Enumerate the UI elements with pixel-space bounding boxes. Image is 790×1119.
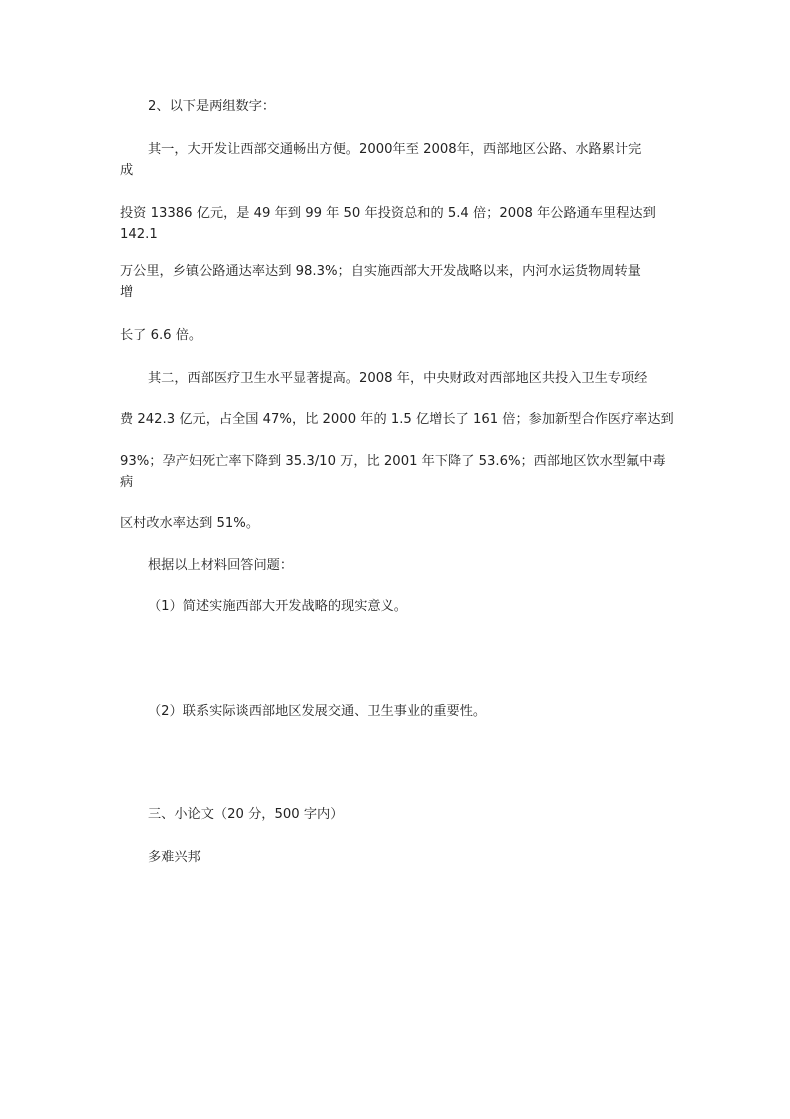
paragraph-line: 投资 13386 亿元，是 49 年到 99 年 50 年投资总和的 5.4 倍；2008 年公路通车里程达到 bbox=[120, 206, 656, 221]
paragraph-line: 增 bbox=[120, 285, 134, 300]
paragraph-line: 142.1 bbox=[120, 227, 158, 242]
paragraph-line: 93%；孕产妇死亡率下降到 35.3/10 万，比 2001 年下降了 53.6%；西部地区饮水型氟中毒 bbox=[120, 454, 666, 469]
sub-question-1: （1）简述实施西部大开发战略的现实意义。 bbox=[148, 599, 407, 614]
paragraph-line: 长了 6.6 倍。 bbox=[120, 328, 203, 343]
paragraph-line: 万公里，乡镇公路通达率达到 98.3%；自实施西部大开发战略以来，内河水运货物周转量 bbox=[120, 264, 641, 279]
sub-question-2: （2）联系实际谈西部地区发展交通、卫生事业的重要性。 bbox=[148, 704, 487, 719]
paragraph-line: 病 bbox=[120, 475, 134, 490]
paragraph-line: 其一，大开发让西部交通畅出方便。2000年至 2008年，西部地区公路、水路累计完 bbox=[148, 142, 642, 157]
essay-title: 多难兴邦 bbox=[148, 850, 201, 865]
paragraph-line: 其二，西部医疗卫生水平显著提高。2008 年，中央财政对西部地区共投入卫生专项经 bbox=[148, 371, 648, 386]
question-2-heading: 2、以下是两组数字： bbox=[148, 99, 276, 114]
paragraph-line: 成 bbox=[120, 163, 134, 178]
section-3-heading: 三、小论文（20 分，500 字内） bbox=[148, 807, 344, 822]
paragraph-line: 费 242.3 亿元，占全国 47%，比 2000 年的 1.5 亿增长了 161 倍；参加新型合作医疗率达到 bbox=[120, 412, 674, 427]
instruction-line: 根据以上材料回答问题： bbox=[148, 558, 294, 573]
paragraph-line: 区村改水率达到 51%。 bbox=[120, 516, 260, 531]
